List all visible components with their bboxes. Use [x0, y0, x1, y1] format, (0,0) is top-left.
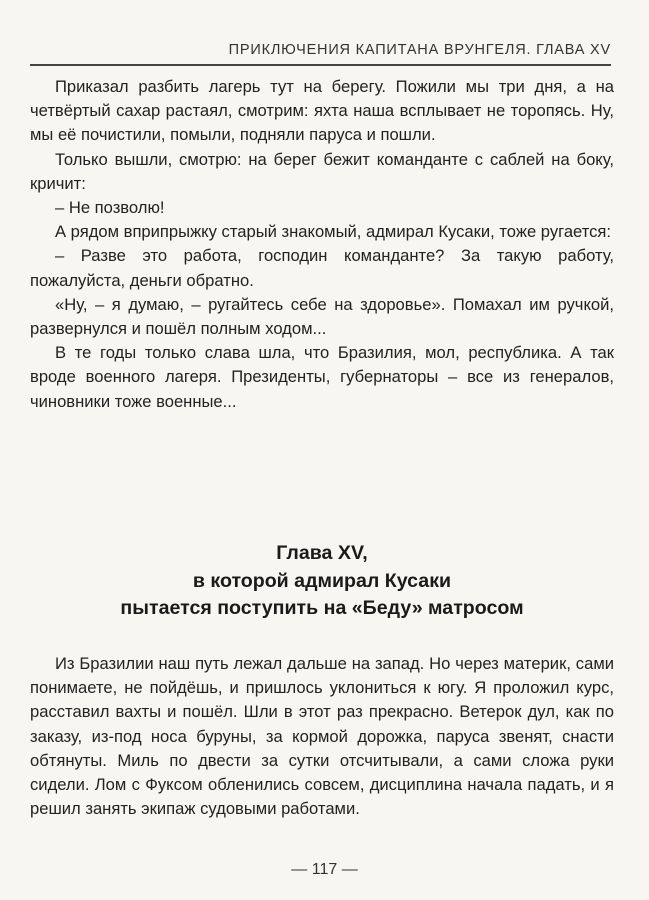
text-block-bottom — [30, 652, 614, 821]
paragraph: Только вышли, смотрю: на берег бежит команданте с саблей на боку, кричит: — [30, 149, 614, 193]
paragraph: «Ну, – я думаю, – ругайтесь себе на здоровье». Помахал им ручкой, развернулся и пошёл полным ходом... — [30, 294, 614, 339]
paragraph: Из Бразилии наш путь лежал дальше на запад. Но через материк, сами понимаете, не пойдёшь, и пришлось уклониться к югу. Я проложил курс, расставил вахты и пошёл. Шли в этот раз прекрасно. Ветерок дул, как по заказу, из-под носа буруны, за кормой дорожка, паруса звенят, снасти обтянуты. Миль по двести за сутки отсчитывали, а сами сложа руки сидели. Лом с Фуксом обленились совсем, дисциплина начала падать, и я решил занять экипаж судовыми работами. — [30, 654, 614, 819]
chapter-heading-line: Глава XV, — [276, 542, 368, 564]
paragraph: – Не позволю! — [55, 198, 165, 218]
running-head: ПРИКЛЮЧЕНИЯ КАПИТАНА ВРУНГЕЛЯ. ГЛАВА XV — [228, 42, 611, 58]
paragraph: А рядом вприпрыжку старый знакомый, адмирал Кусаки, тоже ругается: — [55, 222, 612, 242]
paragraph: – Разве это работа, господин команданте? За такую работу, пожалуйста, деньги обратно. — [30, 246, 614, 290]
text-block-top — [30, 75, 614, 414]
paragraph: В те годы только слава шла, что Бразилия, мол, республика. А так вроде военного лагеря. Президенты, губернаторы – все из генералов, чиновники тоже военные... — [30, 343, 614, 411]
chapter-heading-line: пытается поступить на «Беду» матросом — [120, 597, 524, 619]
header-rule — [30, 64, 611, 66]
paragraph: Приказал разбить лагерь тут на берегу. Пожили мы три дня, а на четвёртый сахар растаял, смотрим: яхта наша всплывает не торопясь. Ну, мы её почистили, помыли, подняли паруса и пошли. — [30, 77, 614, 145]
chapter-heading — [30, 540, 614, 623]
chapter-heading-line: в которой адмирал Кусаки — [192, 569, 452, 592]
page-number: — 117 — — [291, 861, 358, 878]
